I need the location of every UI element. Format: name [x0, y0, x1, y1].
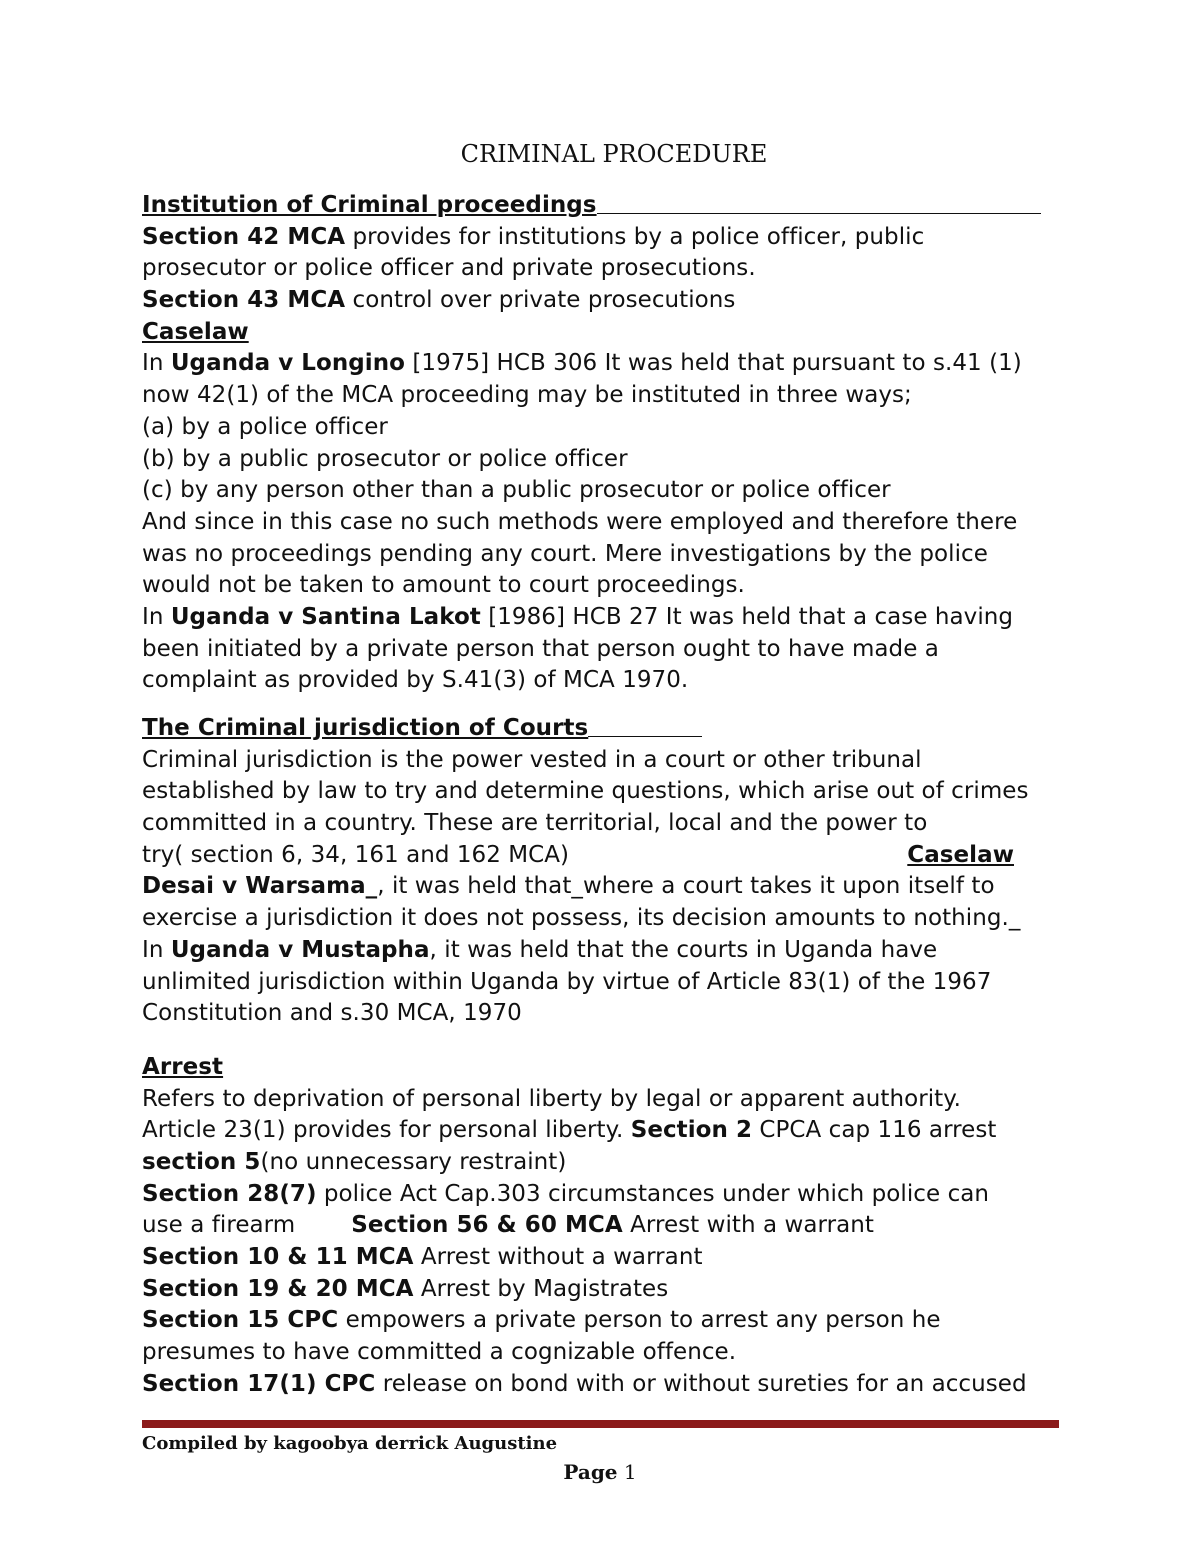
paragraph-line: committed in a country. These are territorial, local and the power to [142, 810, 928, 837]
section-heading-institution: Institution of Criminal proceedings [142, 190, 1072, 222]
paragraph-line: Section 15 CPC empowers a private person to arrest any person he [142, 1307, 941, 1334]
list-item: (b) by a public prosecutor or police officer [142, 445, 628, 472]
section-heading-jurisdiction: The Criminal jurisdiction of Courts [142, 713, 1072, 745]
paragraph-line: unlimited jurisdiction within Uganda by virtue of Article 83(1) of the 1967 [142, 968, 992, 995]
paragraph-line: Section 17(1) CPC release on bond with or without sureties for an accused [142, 1370, 1027, 1397]
page-number: Page 1 [563, 1460, 637, 1484]
document-body [142, 190, 1072, 1400]
spacer [142, 1030, 1072, 1052]
paragraph-line: Refers to deprivation of personal liberty by legal or apparent authority. [142, 1085, 961, 1112]
case-uganda-v-mustapha: In Uganda v Mustapha, it was held that the courts in Uganda have [142, 936, 938, 963]
paragraph-line: would not be taken to amount to court proceedings. [142, 572, 745, 599]
paragraph-line: And since in this case no such methods were employed and therefore there [142, 508, 1018, 535]
paragraph-line: Section 28(7) police Act Cap.303 circumstances under which police can [142, 1180, 990, 1207]
list-item: (a) by a police officer [142, 413, 388, 440]
paragraph-line: been initiated by a private person that person ought to have made a [142, 635, 939, 662]
paragraph-line: established by law to try and determine questions, which arise out of crimes [142, 778, 1029, 805]
paragraph-line: exercise a jurisdiction it does not possess, its decision amounts to nothing._ [142, 905, 1021, 932]
paragraph-line: try( section 6, 34, 161 and 162 MCA) Caselaw [142, 840, 1072, 872]
caselaw-heading: Caselaw [907, 841, 1014, 868]
section-heading-arrest: Arrest [142, 1053, 224, 1080]
paragraph-line: Section 10 & 11 MCA Arrest without a warrant [142, 1244, 703, 1270]
document-title: CRIMINAL PROCEDURE [460, 140, 768, 168]
paragraph-line: complaint as provided by S.41(3) of MCA 1970. [142, 667, 689, 694]
paragraph-line: Criminal jurisdiction is the power vested in a court or other tribunal [142, 746, 922, 773]
case-desai-v-warsama: Desai v Warsama_, it was held that_where a court takes it upon itself to [142, 873, 995, 900]
footer-rule [142, 1420, 1059, 1428]
paragraph-line: use a firearm Section 56 & 60 MCA Arrest with a warrant [142, 1212, 874, 1239]
heading-underline [597, 212, 1041, 214]
paragraph-line: Section 42 MCA provides for institutions by a police officer, public [142, 223, 925, 250]
paragraph-line: presumes to have committed a cognizable offence. [142, 1339, 737, 1366]
case-uganda-v-santina-lakot: In Uganda v Santina Lakot [1986] HCB 27 It was held that a case having [142, 603, 1014, 630]
footer-credit: Compiled by kagoobya derrick Augustine [142, 1433, 558, 1454]
caselaw-heading: Caselaw [142, 318, 249, 345]
paragraph-line: was no proceedings pending any court. Mere investigations by the police [142, 540, 988, 567]
case-uganda-v-longino: In Uganda v Longino [1975] HCB 306 It was held that pursuant to s.41 (1) [142, 350, 1022, 377]
list-item: (c) by any person other than a public prosecutor or police officer [142, 477, 891, 504]
paragraph-line: Article 23(1) provides for personal liberty. Section 2 CPCA cap 116 arrest [142, 1117, 997, 1144]
paragraph-line: section 5(no unnecessary restraint) [142, 1148, 567, 1175]
heading-underline [588, 735, 702, 737]
paragraph-line: prosecutor or police officer and private prosecutions. [142, 255, 756, 282]
paragraph-line: Constitution and s.30 MCA, 1970 [142, 1000, 522, 1027]
paragraph-line: Section 43 MCA control over private prosecutions [142, 287, 736, 314]
spacer [142, 697, 1072, 713]
paragraph-line: Section 19 & 20 MCA Arrest by Magistrates [142, 1275, 669, 1302]
paragraph-line: now 42(1) of the MCA proceeding may be instituted in three ways; [142, 382, 912, 409]
